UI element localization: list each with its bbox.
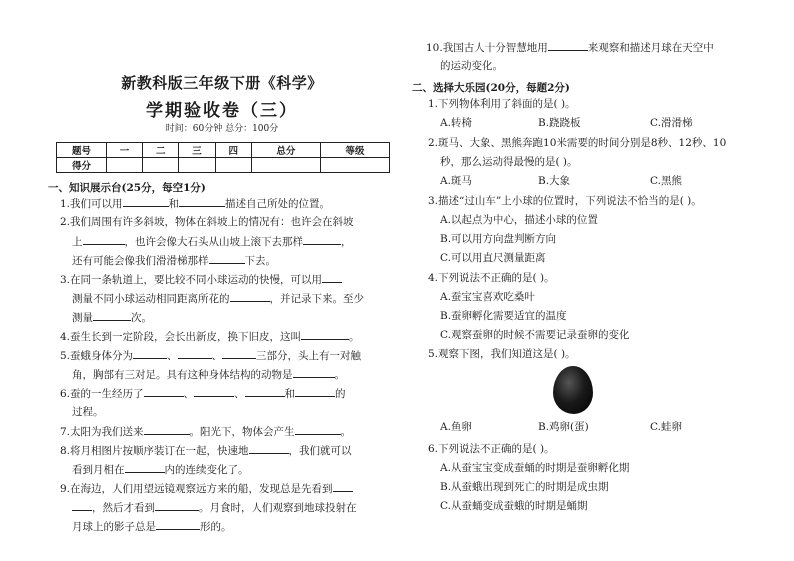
option: B.大象: [538, 175, 571, 187]
choice-q3-option-a: A.以起点为中心，描述小球的位置: [440, 214, 598, 226]
option: C.黑熊: [650, 175, 682, 187]
choice-q3-option-c: C.可以用直尺测量距离: [440, 252, 546, 264]
score-cell-blank: [106, 158, 142, 173]
question-7: 7.太阳为我们送来 。阳光下，物体会产生 。: [60, 426, 352, 438]
score-cell: 二: [143, 143, 179, 158]
choice-q4-option-b: B.蚕卵孵化需要适宜的温度: [440, 310, 567, 322]
option: A.转椅: [440, 117, 472, 129]
score-table-score-row: [57, 158, 390, 173]
score-cell-blank: [320, 158, 389, 173]
score-cell: 四: [215, 143, 251, 158]
choice-q6-option-b: B.从蚕蛾出现到死亡的时期是成虫期: [440, 481, 609, 493]
option: B.鸡卵(蛋): [538, 421, 589, 433]
choice-q1-options: [440, 116, 693, 130]
question-6-line: 过程。: [72, 406, 104, 418]
choice-q6-option-a: A.从蚕宝宝变成蚕蛹的时期是蚕卵孵化期: [440, 462, 630, 474]
question-9: 9.在海边，人们用望远镜观察远方来的船，发现总是先看到: [60, 481, 353, 496]
choice-q2-options: [440, 174, 682, 188]
score-cell: 等级: [320, 143, 389, 158]
choice-question-5: 5.观察下图，我们知道这是( )。: [428, 348, 576, 360]
choice-q6-option-c: C.从蚕蛹变成蚕蛾的时期是蛹期: [440, 500, 588, 512]
question-9-line: ，然后才看到 。月食时，人们观察到地球投射在: [72, 500, 357, 515]
exam-subtitle: 学期验收卷（三）: [146, 101, 298, 121]
choice-question-2-line: 秒，那么运动得最慢的是( )。: [440, 156, 578, 168]
option: A.斑马: [440, 175, 472, 187]
choice-q3-option-b: B.可以用方向盘判断方向: [440, 233, 557, 245]
score-cell: 三: [179, 143, 215, 158]
score-table: [56, 142, 390, 173]
option: A.鱼卵: [440, 421, 472, 433]
time-info: 时间：60分钟 总分：100分: [165, 124, 279, 134]
choice-q5-options: [440, 420, 682, 434]
question-8-line: 看到月相在 内的连续变化了。: [72, 464, 249, 476]
question-4: 4.蚕生长到一定阶段，会长出新皮，换下旧皮，这叫 。: [60, 331, 360, 343]
choice-question-1: 1.下列物体利用了斜面的是( )。: [428, 98, 576, 110]
score-cell-blank: [143, 158, 179, 173]
question-9-line: 月球上的影子总是 形的。: [72, 521, 232, 533]
question-3-line: 测量 次。: [72, 312, 152, 324]
question-10-line: 的运动变化。: [440, 60, 503, 72]
option: C.滑滑梯: [650, 117, 693, 129]
question-2-line: 还有可能会像我们滑滑梯那样 下去。: [72, 255, 276, 267]
choice-q4-option-a: A.蚕宝宝喜欢吃桑叶: [440, 291, 535, 303]
option: C.蛙卵: [650, 421, 682, 433]
choice-question-2: 2.斑马、大象、黑熊奔跑10米需要的时间分别是8秒、12秒、10: [428, 137, 727, 149]
choice-question-3: 3.描述“过山车”上小球的位置时，下列说法不恰当的是( )。: [428, 195, 702, 207]
question-2-line: 上 ，也许会像大石头从山坡上滚下去那样 ，: [72, 236, 352, 248]
egg-image: [553, 366, 593, 414]
choice-question-6: 6.下列说法不正确的是( )。: [428, 443, 555, 455]
question-5-line: 角，胸部有三对足。具有这种身体结构的动物是 。: [72, 369, 345, 381]
choice-q4-option-c: C.观察蚕卵的时候不需要记录蚕卵的变化: [440, 329, 630, 341]
question-2: 2.我们周围有许多斜坡，物体在斜坡上的情况有：也许会在斜坡: [60, 216, 354, 228]
question-3: 3.在同一条轨道上，要比较不同小球运动的快慢，可以用: [60, 272, 342, 287]
score-cell: 总分: [251, 143, 320, 158]
question-8: 8.将月相图片按顺序装订在一起，快速地 ，我们就可以: [60, 445, 352, 457]
choice-question-4: 4.下列说法不正确的是( )。: [428, 272, 555, 284]
question-1: 1.我们可以用 和 描述自己所处的位置。: [60, 198, 331, 210]
score-cell-blank: [251, 158, 320, 173]
question-6: 6.蚕的一生经历了 、 、 和 的: [60, 388, 346, 400]
exam-title: 新教科版三年级下册《科学》: [121, 74, 323, 92]
question-10: 10.我国古人十分智慧地用 来观察和描述月球在天空中: [426, 42, 714, 54]
score-cell: 题号: [57, 143, 107, 158]
question-5: 5.蚕蛾身体分为 、 、 三部分，头上有一对触: [60, 350, 362, 362]
section-2-title: 二、选择大乐园(20分，每题2分): [412, 82, 570, 94]
question-3-line: 测量不同小球运动相同距离所花的 ，并记录下来。至少: [72, 293, 364, 305]
score-cell: 一: [106, 143, 142, 158]
score-cell-blank: [179, 158, 215, 173]
section-1-title: 一、知识展示台(25分，每空1分): [48, 182, 206, 194]
score-cell: 得分: [57, 158, 107, 173]
score-table-header-row: [57, 143, 390, 158]
score-cell-blank: [215, 158, 251, 173]
option: B.跷跷板: [538, 117, 581, 129]
